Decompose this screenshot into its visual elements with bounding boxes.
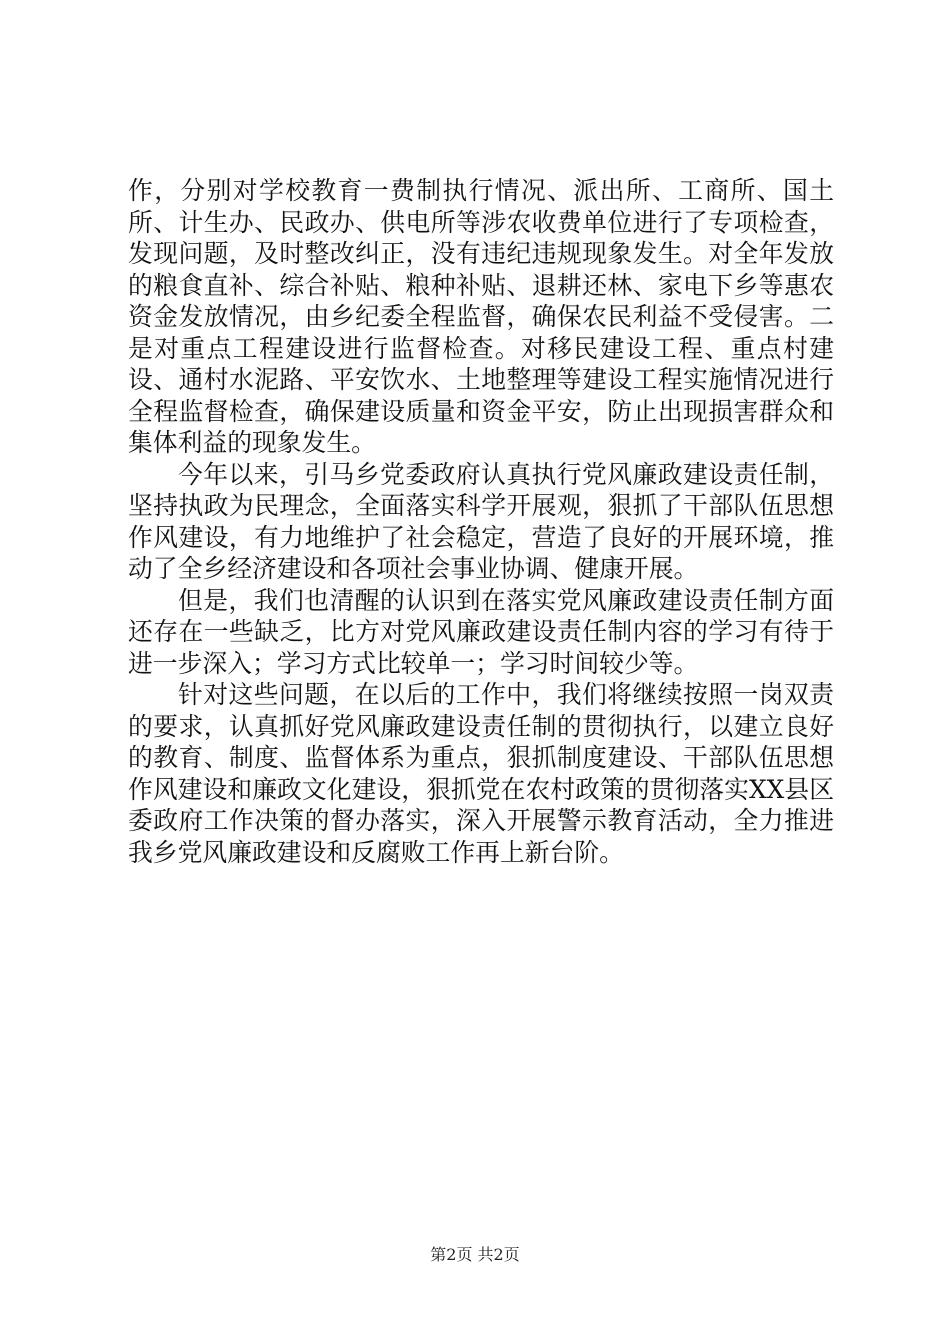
document-body	[128, 175, 834, 868]
page-footer	[0, 1245, 950, 1265]
paragraph-3: 但是，我们也清醒的认识到在落实党风廉政建设责任制方面还存在一些缺乏，比方对党风廉政建设责任制内容的学习有待于进一步深入；学习方式比较单一；学习时间较少等。	[128, 585, 834, 678]
paragraph-4: 针对这些问题，在以后的工作中，我们将继续按照一岗双责的要求，认真抓好党风廉政建设责任制的贯彻执行，以建立良好的教育、制度、监督体系为重点，狠抓制度建设、干部队伍思想作风建设和廉政文化建设，狠抓党在农村政策的贯彻落实XX县区委政府工作决策的督办落实，深入开展警示教育活动，全力推进我乡党风廉政建设和反腐败工作再上新台阶。	[128, 680, 834, 867]
paragraph-1: 作，分别对学校教育一费制执行情况、派出所、工商所、国土所、计生办、民政办、供电所等涉农收费单位进行了专项检查，发现问题，及时整改纠正，没有违纪违规现象发生。对全年发放的粮食直补、综合补贴、粮种补贴、退耕还林、家电下乡等惠农资金发放情况，由乡纪委全程监督，确保农民利益不受侵害。二是对重点工程建设进行监督检查。对移民建设工程、重点村建设、通村水泥路、平安饮水、土地整理等建设工程实施情况进行全程监督检查，确保建设质量和资金平安，防止出现损害群众和集体利益的现象发生。	[128, 176, 834, 457]
paragraph-2: 今年以来，引马乡党委政府认真执行党风廉政建设责任制，坚持执政为民理念，全面落实科学开展观，狠抓了干部队伍思想作风建设，有力地维护了社会稳定，营造了良好的开展环境，推动了全乡经济建设和各项社会事业协调、健康开展。	[128, 459, 834, 583]
page-number-label: 第2页 共2页	[430, 1245, 520, 1264]
